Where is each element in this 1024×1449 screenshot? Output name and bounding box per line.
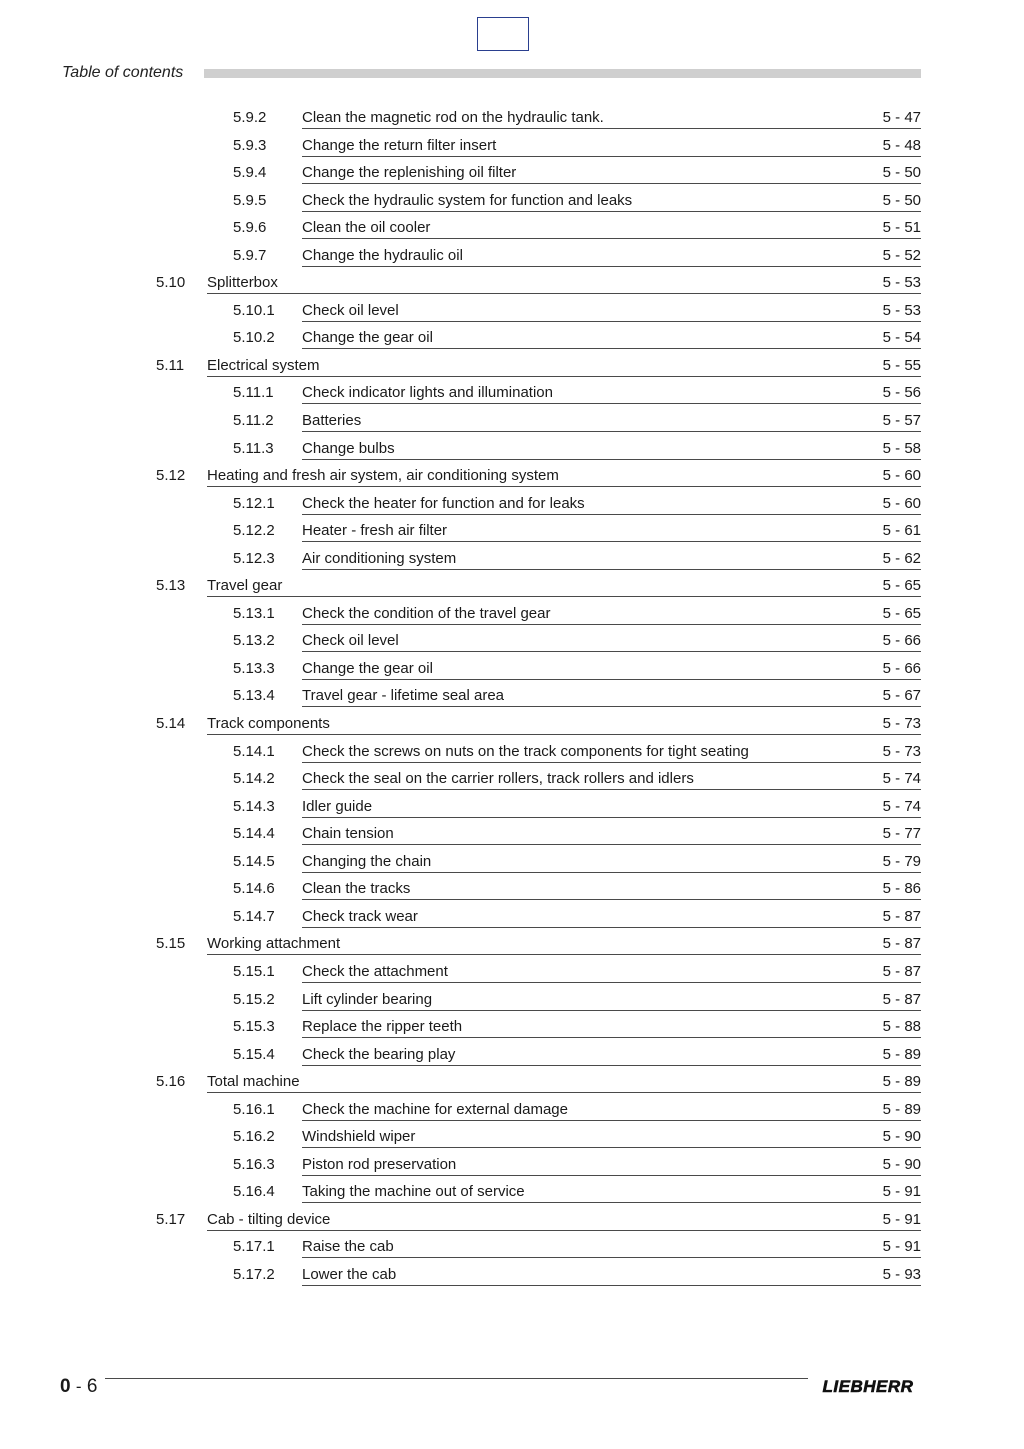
toc-entry-line — [302, 159, 921, 184]
toc-entry-page: 5 - 89 — [882, 1073, 921, 1091]
toc-entry-number: 5.10.1 — [233, 301, 275, 319]
toc-entry-line — [302, 517, 921, 542]
toc-entry-number: 5.17 — [156, 1210, 186, 1228]
toc-entry-number: 5.16.2 — [233, 1128, 275, 1146]
toc-entry-line — [302, 958, 921, 983]
toc-subsection-row[interactable] — [0, 407, 1024, 435]
toc-entry-page: 5 - 90 — [882, 1155, 921, 1173]
footer-rule — [105, 1378, 808, 1379]
toc-entry-page: 5 - 91 — [882, 1238, 921, 1256]
toc-entry-page: 5 - 66 — [882, 632, 921, 650]
toc-entry-number: 5.13 — [156, 577, 186, 595]
toc-entry-page: 5 - 74 — [882, 797, 921, 815]
toc-entry-page: 5 - 47 — [882, 109, 921, 126]
header-empty-box — [477, 17, 529, 51]
toc-entry-title: Check the hydraulic system for function and leaks — [302, 191, 633, 209]
toc-entry-number: 5.15.4 — [233, 1045, 275, 1063]
toc-entry-number: 5.12 — [156, 467, 186, 485]
toc-subsection-row[interactable] — [0, 875, 1024, 903]
toc-entry-number: 5.9.2 — [233, 109, 267, 126]
toc-subsection-row[interactable] — [0, 600, 1024, 628]
toc-entry-page: 5 - 79 — [882, 852, 921, 870]
toc-subsection-row[interactable] — [0, 820, 1024, 848]
toc-entry-page: 5 - 54 — [882, 329, 921, 347]
toc-section-row[interactable] — [0, 1068, 1024, 1096]
toc-subsection-row[interactable] — [0, 187, 1024, 215]
toc-entry-line — [302, 1041, 921, 1066]
toc-entry-title: Splitterbox — [207, 274, 278, 292]
toc-entry-title: Total machine — [207, 1073, 300, 1091]
toc-subsection-row[interactable] — [0, 517, 1024, 545]
toc-subsection-row[interactable] — [0, 903, 1024, 931]
toc-entry-number: 5.11.2 — [233, 412, 274, 430]
toc-entry-title: Change the return filter insert — [302, 136, 497, 154]
toc-entry-line — [302, 324, 921, 349]
toc-entry-line — [302, 765, 921, 790]
toc-section-row[interactable] — [0, 462, 1024, 490]
toc-subsection-row[interactable] — [0, 435, 1024, 463]
toc-section-row[interactable] — [0, 572, 1024, 600]
toc-entry-page: 5 - 90 — [882, 1128, 921, 1146]
toc-entry-page: 5 - 93 — [882, 1265, 921, 1283]
toc-entry-page: 5 - 61 — [882, 522, 921, 540]
toc-entry-number: 5.17.1 — [233, 1238, 275, 1256]
toc-entry-number: 5.9.6 — [233, 219, 267, 237]
toc-subsection-row[interactable] — [0, 1178, 1024, 1206]
toc-entry-line — [302, 379, 921, 404]
toc-entry-number: 5.12.1 — [233, 494, 275, 512]
toc-entry-line — [207, 352, 921, 377]
liebherr-logo — [814, 1377, 922, 1400]
toc-entry-line — [207, 930, 921, 955]
toc-subsection-row[interactable] — [0, 655, 1024, 683]
toc-entry-line — [302, 848, 921, 873]
toc-entry-title: Travel gear — [207, 577, 283, 595]
toc-entry-title: Taking the machine out of service — [302, 1183, 525, 1201]
toc-entry-number: 5.9.4 — [233, 164, 267, 182]
toc-entry-page: 5 - 87 — [882, 962, 921, 980]
toc-entry-title: Check oil level — [302, 301, 399, 319]
toc-entry-title: Working attachment — [207, 935, 341, 953]
toc-entry-title: Clean the oil cooler — [302, 219, 431, 237]
toc-entry-line — [302, 545, 921, 570]
toc-entry-number: 5.13.1 — [233, 604, 275, 622]
toc-subsection-row[interactable] — [0, 958, 1024, 986]
toc-entry-number: 5.13.4 — [233, 687, 275, 705]
toc-entry-page: 5 - 53 — [882, 301, 921, 319]
toc-entry-page: 5 - 89 — [882, 1045, 921, 1063]
toc-entry-page: 5 - 74 — [882, 770, 921, 788]
toc-section-row[interactable] — [0, 930, 1024, 958]
toc-entry-page: 5 - 87 — [882, 907, 921, 925]
toc-entry-title: Piston rod preservation — [302, 1155, 457, 1173]
toc-entry-page: 5 - 73 — [882, 715, 921, 733]
toc-subsection-row[interactable] — [0, 848, 1024, 876]
toc-entry-number: 5.14.3 — [233, 797, 275, 815]
toc-entry-line — [302, 655, 921, 680]
toc-entry-number: 5.13.2 — [233, 632, 275, 650]
toc-entry-number: 5.14.4 — [233, 825, 275, 843]
toc-subsection-row[interactable] — [0, 1233, 1024, 1261]
toc-entry-title: Lower the cab — [302, 1265, 397, 1283]
toc-entry-number: 5.10.2 — [233, 329, 275, 347]
liebherr-logo-graphic — [814, 1377, 922, 1395]
table-of-contents — [0, 104, 1024, 1289]
toc-entry-page: 5 - 91 — [882, 1210, 921, 1228]
toc-section-row[interactable] — [0, 710, 1024, 738]
toc-subsection-row[interactable] — [0, 379, 1024, 407]
toc-entry-line — [302, 1233, 921, 1258]
toc-subsection-row[interactable] — [0, 1096, 1024, 1124]
toc-section-row[interactable] — [0, 1206, 1024, 1234]
toc-entry-page: 5 - 52 — [882, 246, 921, 264]
toc-entry-line — [302, 1261, 921, 1286]
toc-entry-title: Change the hydraulic oil — [302, 246, 463, 264]
toc-entry-number: 5.15.3 — [233, 1018, 275, 1036]
toc-entry-number: 5.14 — [156, 715, 186, 733]
toc-entry-title: Heater - fresh air filter — [302, 522, 448, 540]
toc-entry-page: 5 - 87 — [882, 990, 921, 1008]
toc-entry-title: Chain tension — [302, 825, 394, 843]
toc-entry-page: 5 - 48 — [882, 136, 921, 154]
toc-entry-page: 5 - 50 — [882, 164, 921, 182]
page-number-page: 6 — [86, 1376, 98, 1397]
toc-entry-number: 5.14.7 — [233, 907, 275, 925]
liebherr-logo-text: LIEBHERR — [822, 1377, 914, 1395]
toc-entry-page: 5 - 53 — [882, 274, 921, 292]
toc-entry-title: Changing the chain — [302, 852, 432, 870]
toc-subsection-row[interactable] — [0, 545, 1024, 573]
toc-entry-title: Check track wear — [302, 907, 418, 925]
toc-entry-number: 5.16 — [156, 1073, 186, 1091]
toc-entry-title: Track components — [207, 715, 330, 733]
toc-entry-title: Change bulbs — [302, 439, 395, 457]
toc-entry-line — [302, 986, 921, 1011]
toc-entry-line — [207, 1068, 921, 1093]
toc-entry-line — [302, 627, 921, 652]
toc-entry-title: Check the attachment — [302, 962, 448, 980]
toc-entry-title: Check indicator lights and illumination — [302, 384, 553, 402]
toc-entry-number: 5.9.3 — [233, 136, 267, 154]
toc-entry-page: 5 - 50 — [882, 191, 921, 209]
toc-entry-line — [302, 738, 921, 763]
toc-subsection-row[interactable] — [0, 1151, 1024, 1179]
toc-entry-number: 5.9.5 — [233, 191, 267, 209]
toc-entry-line — [302, 1151, 921, 1176]
toc-subsection-row[interactable] — [0, 1013, 1024, 1041]
toc-entry-line — [302, 793, 921, 818]
toc-entry-number: 5.11.1 — [233, 384, 274, 402]
toc-entry-title: Windshield wiper — [302, 1128, 416, 1146]
toc-entry-line — [302, 242, 921, 267]
toc-entry-title: Check the bearing play — [302, 1045, 456, 1063]
toc-entry-line — [302, 600, 921, 625]
toc-entry-number: 5.15.1 — [233, 962, 275, 980]
toc-entry-number: 5.11.3 — [233, 439, 274, 457]
toc-subsection-row[interactable] — [0, 1123, 1024, 1151]
toc-entry-number: 5.12.3 — [233, 549, 275, 567]
toc-entry-line — [207, 269, 921, 294]
toc-section-row[interactable] — [0, 352, 1024, 380]
toc-subsection-row[interactable] — [0, 104, 1024, 132]
toc-entry-number: 5.10 — [156, 274, 186, 292]
toc-entry-title: Check the condition of the travel gear — [302, 604, 551, 622]
toc-entry-line — [302, 407, 921, 432]
toc-entry-title: Change the gear oil — [302, 659, 433, 677]
toc-entry-page: 5 - 77 — [882, 825, 921, 843]
toc-entry-title: Lift cylinder bearing — [302, 990, 433, 1008]
toc-entry-page: 5 - 57 — [882, 412, 921, 430]
toc-entry-title: Check the screws on nuts on the track components for tight seating — [302, 742, 749, 760]
toc-subsection-row[interactable] — [0, 1261, 1024, 1289]
toc-entry-title: Travel gear - lifetime seal area — [302, 687, 505, 705]
toc-subsection-row[interactable] — [0, 324, 1024, 352]
toc-entry-title: Idler guide — [302, 797, 373, 815]
toc-entry-number: 5.14.1 — [233, 742, 275, 760]
toc-entry-line — [302, 1123, 921, 1148]
toc-entry-title: Check oil level — [302, 632, 399, 650]
toc-entry-line — [302, 1178, 921, 1203]
toc-entry-page: 5 - 56 — [882, 384, 921, 402]
toc-entry-title: Change the gear oil — [302, 329, 433, 347]
toc-entry-number: 5.15.2 — [233, 990, 275, 1008]
toc-entry-page: 5 - 51 — [882, 219, 921, 237]
toc-entry-title: Clean the tracks — [302, 880, 411, 898]
toc-subsection-row[interactable] — [0, 738, 1024, 766]
toc-entry-line — [207, 462, 921, 487]
toc-subsection-row[interactable] — [0, 132, 1024, 160]
toc-subsection-row[interactable] — [0, 793, 1024, 821]
toc-entry-page: 5 - 58 — [882, 439, 921, 457]
toc-subsection-row[interactable] — [0, 297, 1024, 325]
toc-entry-page: 5 - 55 — [882, 356, 921, 374]
toc-subsection-row[interactable] — [0, 765, 1024, 793]
toc-section-row[interactable] — [0, 269, 1024, 297]
toc-entry-number: 5.15 — [156, 935, 186, 953]
toc-entry-page: 5 - 86 — [882, 880, 921, 898]
toc-entry-title: Clean the magnetic rod on the hydraulic tank. — [302, 109, 604, 126]
toc-subsection-row[interactable] — [0, 1041, 1024, 1069]
toc-entry-number: 5.14.6 — [233, 880, 275, 898]
toc-entry-page: 5 - 88 — [882, 1018, 921, 1036]
page-number-chapter: 0 — [60, 1376, 71, 1397]
toc-entry-number: 5.17.2 — [233, 1265, 275, 1283]
toc-entry-title: Check the machine for external damage — [302, 1100, 568, 1118]
toc-entry-page: 5 - 73 — [882, 742, 921, 760]
toc-entry-line — [302, 1013, 921, 1038]
toc-entry-line — [302, 1096, 921, 1121]
toc-entry-title: Cab - tilting device — [207, 1210, 331, 1228]
toc-entry-title: Check the heater for function and for leaks — [302, 494, 585, 512]
toc-entry-page: 5 - 89 — [882, 1100, 921, 1118]
toc-entry-title: Electrical system — [207, 356, 320, 374]
toc-entry-line — [302, 187, 921, 212]
toc-entry-line — [302, 490, 921, 515]
toc-entry-number: 5.9.7 — [233, 246, 267, 264]
toc-entry-line — [302, 132, 921, 157]
page-number-separator: - — [75, 1377, 82, 1396]
toc-entry-line — [302, 297, 921, 322]
toc-entry-number: 5.14.5 — [233, 852, 275, 870]
toc-entry-line — [302, 820, 921, 845]
toc-entry-number: 5.14.2 — [233, 770, 275, 788]
toc-subsection-row[interactable] — [0, 682, 1024, 710]
toc-entry-line — [207, 572, 921, 597]
toc-entry-line — [302, 903, 921, 928]
toc-entry-title: Air conditioning system — [302, 549, 457, 567]
toc-entry-page: 5 - 62 — [882, 549, 921, 567]
toc-entry-title: Batteries — [302, 412, 362, 430]
toc-entry-page: 5 - 60 — [882, 494, 921, 512]
page-header-title: Table of contents — [62, 64, 184, 81]
toc-subsection-row[interactable] — [0, 159, 1024, 187]
toc-entry-page: 5 - 66 — [882, 659, 921, 677]
page-number — [60, 1376, 97, 1398]
header-rule — [204, 69, 921, 78]
toc-entry-page: 5 - 65 — [882, 604, 921, 622]
toc-entry-title: Check the seal on the carrier rollers, track rollers and idlers — [302, 770, 694, 788]
toc-entry-number: 5.16.3 — [233, 1155, 275, 1173]
toc-entry-number: 5.13.3 — [233, 659, 275, 677]
toc-entry-page: 5 - 91 — [882, 1183, 921, 1201]
toc-subsection-row[interactable] — [0, 986, 1024, 1014]
toc-entry-title: Change the replenishing oil filter — [302, 164, 517, 182]
toc-entry-line — [207, 1206, 921, 1231]
toc-entry-page: 5 - 65 — [882, 577, 921, 595]
toc-entry-line — [302, 435, 921, 460]
toc-entry-number: 5.16.1 — [233, 1100, 275, 1118]
toc-subsection-row[interactable] — [0, 490, 1024, 518]
toc-entry-title: Replace the ripper teeth — [302, 1018, 463, 1036]
toc-entry-number: 5.11 — [156, 356, 185, 374]
toc-subsection-row[interactable] — [0, 214, 1024, 242]
toc-entry-line — [302, 104, 921, 129]
toc-entry-number: 5.16.4 — [233, 1183, 275, 1201]
toc-entry-line — [207, 710, 921, 735]
toc-entry-line — [302, 214, 921, 239]
toc-entry-page: 5 - 60 — [882, 467, 921, 485]
toc-entry-line — [302, 875, 921, 900]
toc-subsection-row[interactable] — [0, 242, 1024, 270]
toc-entry-title: Raise the cab — [302, 1238, 394, 1256]
toc-entry-page: 5 - 87 — [882, 935, 921, 953]
toc-entry-page: 5 - 67 — [882, 687, 921, 705]
toc-entry-title: Heating and fresh air system, air conditioning system — [207, 467, 559, 485]
toc-subsection-row[interactable] — [0, 627, 1024, 655]
toc-entry-line — [302, 682, 921, 707]
toc-entry-number: 5.12.2 — [233, 522, 275, 540]
